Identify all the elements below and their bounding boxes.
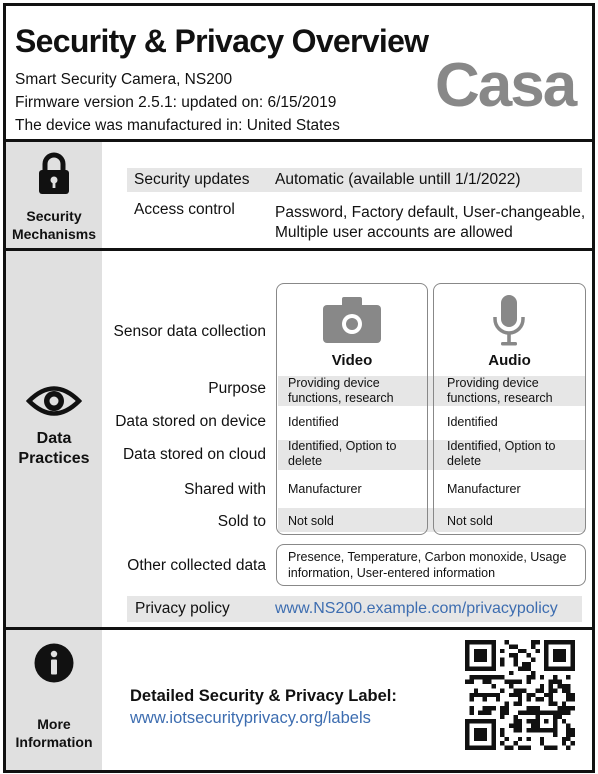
other-data-label: Other collected data xyxy=(127,557,266,574)
eye-icon xyxy=(26,382,82,420)
video-purpose-line2: functions, research xyxy=(288,391,394,405)
firmware-date: 6/15/2019 xyxy=(267,94,337,111)
audio-shared: Manufacturer xyxy=(447,482,521,496)
audio-cloud-line2: delete xyxy=(447,454,482,468)
data-practices-title-line2: Practices xyxy=(18,450,90,467)
audio-sold: Not sold xyxy=(447,514,493,528)
sensor-data-label: Sensor data collection xyxy=(113,323,266,340)
detailed-label-link[interactable]: www.iotsecurityprivacy.org/labels xyxy=(130,709,371,727)
other-data-line1: Presence, Temperature, Carbon monoxide, Usage xyxy=(288,550,567,564)
access-control-label: Access control xyxy=(134,201,235,218)
access-control-value-line2: Multiple user accounts are allowed xyxy=(275,224,513,241)
detailed-label-title: Detailed Security & Privacy Label: xyxy=(130,687,397,705)
audio-device: Identified xyxy=(447,415,498,429)
video-shared: Manufacturer xyxy=(288,482,362,496)
video-purpose-line1: Providing device xyxy=(288,376,380,390)
cloud-storage-label: Data stored on cloud xyxy=(122,446,266,463)
video-cloud-line1: Identified, Option to xyxy=(288,439,397,453)
shared-with-label: Shared with xyxy=(184,481,266,498)
data-practices-sidebar xyxy=(6,251,102,627)
manufactured-label: The device was manufactured in: xyxy=(15,117,243,134)
security-updates-value: Automatic (available untill 1/1/2022) xyxy=(275,171,521,188)
label-header xyxy=(6,6,592,139)
microphone-icon xyxy=(492,295,526,347)
video-title: Video xyxy=(331,352,373,369)
data-practices-section xyxy=(6,251,592,627)
more-info-title-line2: Information xyxy=(15,734,93,750)
page-title: Security & Privacy Overview xyxy=(15,23,429,59)
other-data-line2: information, User-entered information xyxy=(288,566,496,580)
audio-purpose-line2: functions, research xyxy=(447,391,553,405)
security-updates-label: Security updates xyxy=(134,171,250,188)
video-sold: Not sold xyxy=(288,514,334,528)
info-icon xyxy=(34,643,74,683)
security-section xyxy=(6,142,592,248)
security-title-line2: Mechanisms xyxy=(11,226,97,242)
firmware-info xyxy=(15,93,336,113)
firmware-label: Firmware version 2.5.1: updated on: xyxy=(15,94,264,111)
manufactured-country: United States xyxy=(246,117,340,134)
device-storage-label: Data stored on device xyxy=(115,413,266,430)
video-device: Identified xyxy=(288,415,339,429)
audio-purpose-line1: Providing device xyxy=(447,376,539,390)
privacy-policy-label: Privacy policy xyxy=(135,600,230,617)
data-practices-title-line1: Data xyxy=(36,430,72,447)
access-control-value-line1: Password, Factory default, User-changeable, xyxy=(275,204,586,221)
more-info-sidebar xyxy=(6,630,102,770)
device-name: Smart Security Camera, NS200 xyxy=(15,71,233,88)
lock-icon xyxy=(37,151,71,195)
brand-logo: Casa xyxy=(435,51,576,120)
sold-to-label: Sold to xyxy=(217,513,266,530)
audio-cloud-line1: Identified, Option to xyxy=(447,439,556,453)
audio-title: Audio xyxy=(488,352,531,369)
security-title-line1: Security xyxy=(26,208,82,224)
camera-icon xyxy=(323,297,381,343)
purpose-label: Purpose xyxy=(208,380,266,397)
manufactured-info xyxy=(15,116,340,136)
more-info-title-line1: More xyxy=(37,716,71,732)
video-cloud-line2: delete xyxy=(288,454,323,468)
privacy-policy-link[interactable]: www.NS200.example.com/privacypolicy xyxy=(275,600,558,617)
security-sidebar xyxy=(6,142,102,248)
qr-code[interactable] xyxy=(465,640,575,750)
